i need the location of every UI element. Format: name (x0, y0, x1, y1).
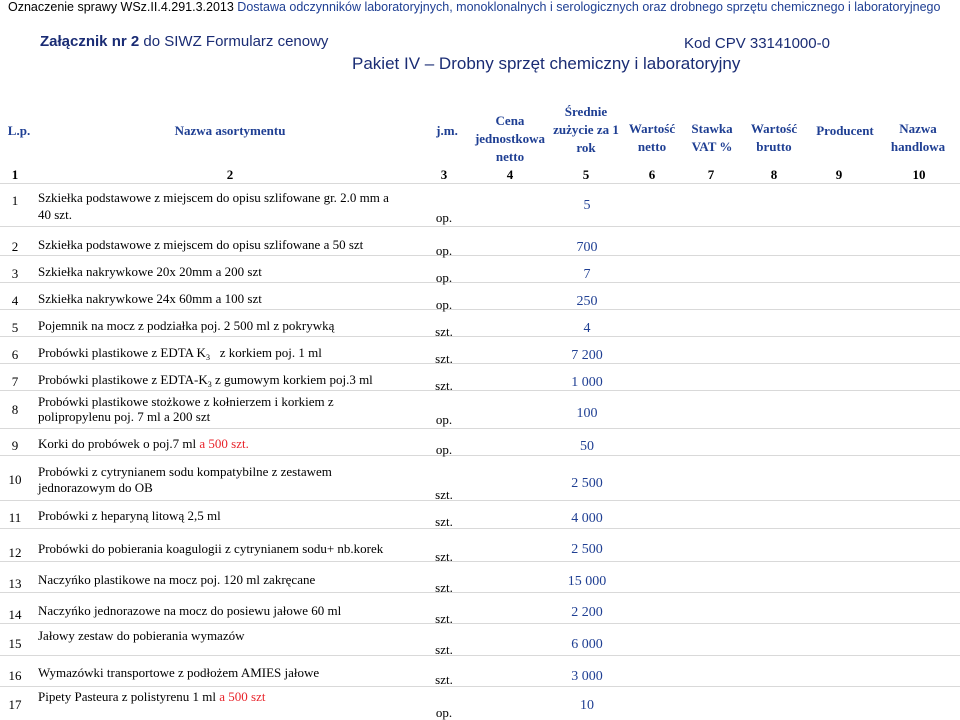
row-number: 15 (8, 636, 22, 651)
unit-of-measure: szt. (435, 672, 453, 687)
annual-usage-value: 50 (580, 439, 594, 454)
unit-of-measure: szt. (435, 378, 453, 393)
tender-subject: Dostawa odczynników laboratoryjnych, monoklonalnych i serologicznych oraz drobnego sprzętu chemicznego i laboratoryjnego (237, 0, 941, 14)
cpv-code: Kod CPV 33141000-0 (684, 35, 830, 52)
col-header-trade-name: Nazwa handlowa (890, 121, 946, 154)
item-name (38, 689, 265, 704)
item-name-text: Szkiełka nakrywkowe 24x 60mm a 100 szt (38, 291, 262, 306)
item-name (38, 264, 262, 279)
item-name-text: Wymazówki transportowe z podłożem AMIES jałowe (38, 665, 320, 680)
document-reference-line (8, 0, 958, 14)
row-number: 8 (11, 402, 19, 417)
item-name (38, 572, 315, 587)
item-name-text: Naczyńko plastikowe na mocz poj. 120 ml zakręcane (38, 572, 316, 587)
item-name-text: Pojemnik na mocz z podziałka poj. 2 500 ml z pokrywką (38, 318, 335, 333)
col-header-annual-usage: Średnie zużycie za 1 rok (553, 104, 619, 155)
col-header-name: Nazwa asortymentu (174, 123, 286, 138)
row-number: 1 (11, 193, 19, 208)
item-name-subscript: 3 (207, 380, 212, 389)
item-name-text: Jałowy zestaw do pobierania wymazów (38, 628, 245, 643)
item-name (38, 665, 319, 680)
item-name-text: Szkiełka podstawowe z miejscem do opisu szlifowane gr. 2.0 mm a (38, 190, 389, 205)
item-name-text: Probówki plastikowe z EDTA-K (38, 372, 208, 387)
col-header-net-value: Wartość netto (628, 121, 676, 154)
unit-of-measure: szt. (435, 351, 453, 366)
row-number: 17 (8, 697, 22, 712)
unit-of-measure: op. (435, 243, 453, 258)
annual-usage-value: 100 (576, 406, 598, 421)
row-number: 6 (11, 347, 19, 362)
unit-of-measure: szt. (435, 549, 453, 564)
row-number: 11 (8, 510, 22, 525)
column-number: 3 (440, 167, 448, 182)
col-header-lp: L.p. (7, 123, 31, 138)
column-number: 10 (912, 167, 926, 182)
annual-usage-value: 15 000 (567, 574, 607, 589)
column-number: 5 (582, 167, 590, 182)
annual-usage-value: 250 (576, 294, 598, 309)
item-name (38, 345, 322, 365)
annual-usage-value: 4 000 (571, 511, 603, 526)
row-divider (0, 309, 960, 310)
unit-of-measure: szt. (435, 642, 453, 657)
item-name-text-cont: z korkiem poj. 1 ml (209, 345, 322, 360)
item-name (38, 318, 334, 333)
row-divider (0, 686, 960, 687)
column-number: 1 (11, 167, 19, 182)
row-divider (0, 226, 960, 227)
column-number: 2 (226, 167, 234, 182)
col-header-unit: j.m. (436, 123, 458, 138)
annual-usage-value: 4 (583, 321, 591, 336)
column-number: 6 (648, 167, 656, 182)
row-divider (0, 428, 960, 429)
package-title: Pakiet IV – Drobny sprzęt chemiczny i laboratoryjny (352, 54, 741, 73)
col-header-gross-value: Wartość brutto (750, 121, 798, 154)
item-name (38, 436, 249, 451)
item-name-text-cont: z gumowym korkiem poj.3 ml (211, 372, 373, 387)
item-name (38, 190, 389, 205)
item-name-text: Probówki plastikowe stożkowe z kołnierzem i korkiem z (38, 394, 334, 409)
row-number: 16 (8, 668, 22, 683)
item-name (38, 372, 373, 392)
unit-of-measure: szt. (435, 487, 453, 502)
item-name-text: Korki do probówek o poj.7 ml (38, 436, 200, 451)
row-number: 13 (8, 576, 22, 591)
unit-of-measure: szt. (435, 324, 453, 339)
annual-usage-value: 700 (576, 240, 598, 255)
item-name (38, 291, 262, 306)
column-number: 9 (835, 167, 843, 182)
col-header-vat-rate: Stawka VAT % (691, 121, 733, 154)
attachment-description: do SIWZ Formularz cenowy (143, 33, 329, 50)
row-divider (0, 592, 960, 593)
item-name-text: Probówki plastikowe z EDTA K (38, 345, 206, 360)
item-name-text: Pipety Pasteura z polistyrenu 1 ml (38, 689, 220, 704)
row-number: 12 (8, 545, 22, 560)
item-name-text: Szkiełka podstawowe z miejscem do opisu szlifowane a 50 szt (38, 237, 364, 252)
row-divider (0, 255, 960, 256)
row-number: 7 (11, 374, 19, 389)
annual-usage-value: 2 500 (571, 542, 603, 557)
row-divider (0, 528, 960, 529)
unit-of-measure: op. (435, 442, 453, 457)
col-header-unit-price: Cena jednostkowa netto (474, 113, 546, 164)
row-number: 14 (8, 607, 22, 622)
item-pack-size-highlight: a 500 szt (219, 689, 266, 704)
attachment-label (40, 33, 328, 50)
row-divider (0, 455, 960, 456)
item-name (38, 541, 383, 556)
row-number: 2 (11, 239, 19, 254)
unit-of-measure: op. (435, 297, 453, 312)
annual-usage-value: 7 (583, 267, 591, 282)
column-number: 8 (770, 167, 778, 182)
item-name-line2: jednorazowym do OB (38, 480, 153, 495)
column-number: 7 (707, 167, 715, 182)
item-name (38, 603, 341, 618)
item-name (38, 394, 334, 409)
item-name-subscript: 3 (205, 353, 210, 362)
annual-usage-value: 5 (583, 198, 591, 213)
unit-of-measure: op. (435, 210, 453, 225)
case-number: Oznaczenie sprawy WSz.II.4.291.3.2013 (8, 0, 234, 14)
row-divider (0, 561, 960, 562)
annual-usage-value: 2 500 (571, 476, 603, 491)
item-name (38, 464, 332, 479)
annual-usage-value: 2 200 (571, 605, 603, 620)
item-name-line2: polipropylenu poj. 7 ml a 200 szt (38, 409, 211, 424)
item-name-text: Probówki z heparyną litową 2,5 ml (38, 508, 221, 523)
annual-usage-value: 7 200 (571, 348, 603, 363)
unit-of-measure: szt. (435, 514, 453, 529)
annual-usage-value: 3 000 (571, 669, 603, 684)
item-name-text: Szkiełka nakrywkowe 20x 20mm a 200 szt (38, 264, 262, 279)
unit-of-measure: szt. (435, 611, 453, 626)
annual-usage-value: 1 000 (571, 375, 603, 390)
row-number: 5 (11, 320, 19, 335)
item-name-line2: 40 szt. (38, 207, 72, 222)
unit-of-measure: op. (435, 705, 453, 720)
row-number: 10 (8, 472, 22, 487)
unit-of-measure: op. (435, 270, 453, 285)
row-divider (0, 655, 960, 656)
annual-usage-value: 6 000 (571, 637, 603, 652)
item-name (38, 508, 221, 523)
unit-of-measure: op. (435, 412, 453, 427)
row-divider (0, 623, 960, 624)
row-number: 4 (11, 293, 19, 308)
row-divider (0, 282, 960, 283)
annual-usage-value: 10 (580, 698, 594, 713)
row-divider (0, 336, 960, 337)
column-number: 4 (506, 167, 514, 182)
row-number: 9 (11, 438, 19, 453)
item-name (38, 628, 245, 643)
item-name-text: Naczyńko jednorazowe na mocz do posiewu jałowe 60 ml (38, 603, 342, 618)
row-divider (0, 500, 960, 501)
item-pack-size-highlight: a 500 szt. (199, 436, 249, 451)
row-divider (0, 183, 960, 184)
item-name (38, 237, 363, 252)
item-name-text: Probówki z cytrynianem sodu kompatybilne z zestawem (38, 464, 332, 479)
attachment-number: Załącznik nr 2 (40, 33, 140, 50)
row-number: 3 (11, 266, 19, 281)
unit-of-measure: szt. (435, 580, 453, 595)
item-name-text: Probówki do pobierania koagulogii z cytrynianem sodu+ nb.korek (38, 541, 384, 556)
col-header-producer: Producent (816, 123, 874, 138)
